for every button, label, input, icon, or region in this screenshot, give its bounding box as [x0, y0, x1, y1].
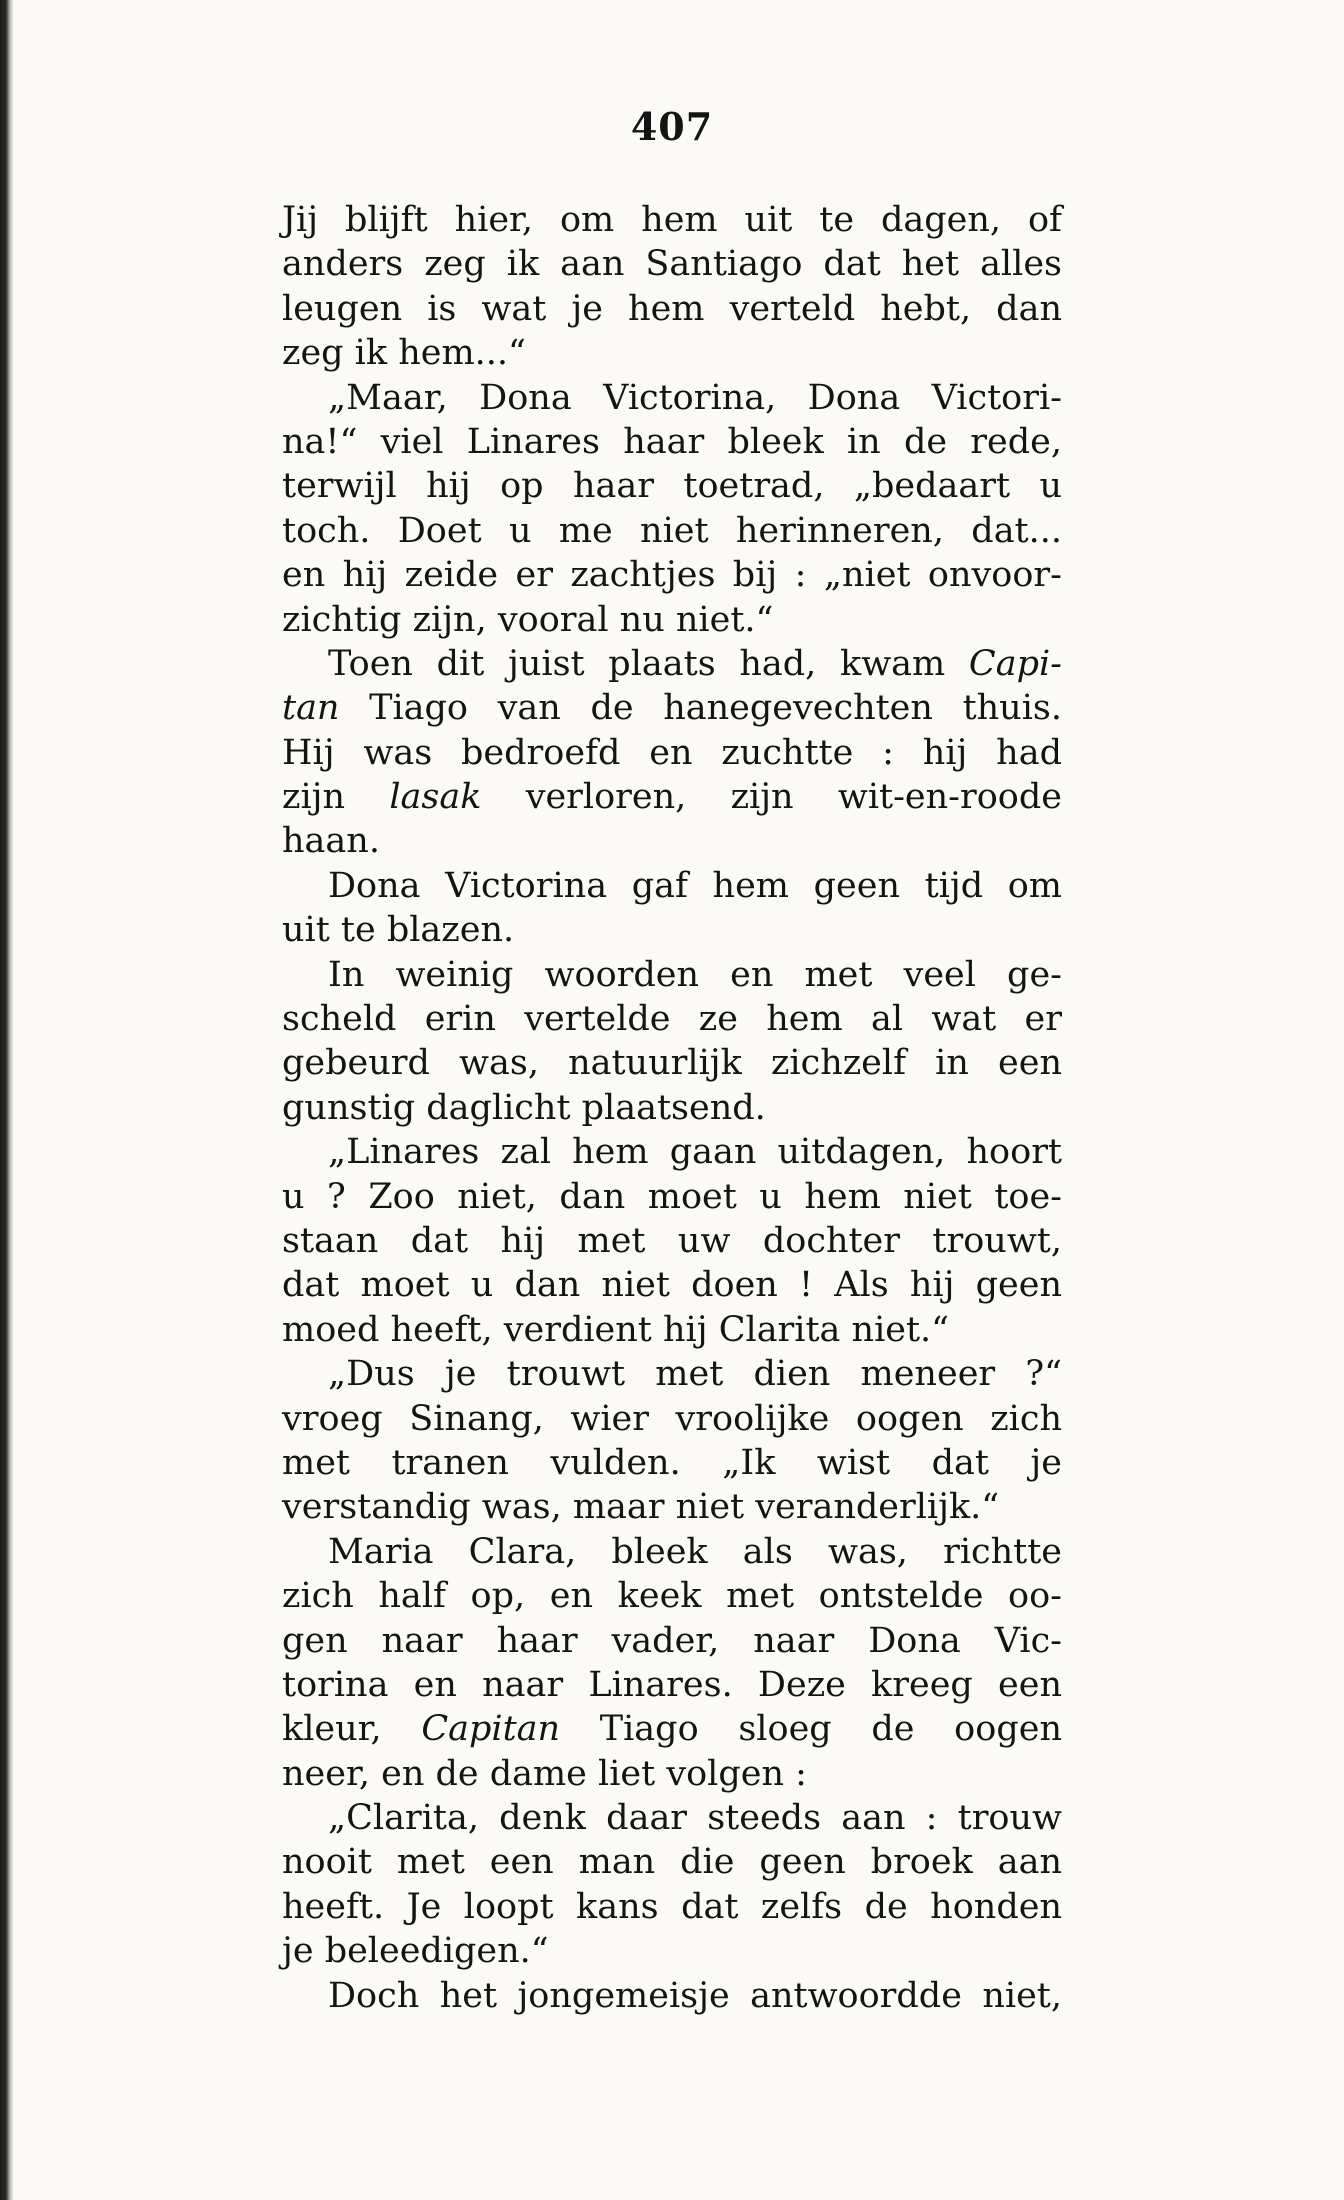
text-line: scheld erin vertelde ze hem al wat er: [282, 999, 1062, 1040]
text-line: na!“ viel Linares haar bleek in de rede,: [282, 421, 1062, 462]
text-line: toch. Doet u me niet herinneren, dat...: [282, 510, 1062, 551]
text-line: zichtig zijn, vooral nu niet.“: [282, 599, 774, 640]
text-span: zijn: [282, 777, 390, 818]
text-line: en hij zeide er zachtjes bij : „niet onvoor-: [282, 555, 1062, 596]
page-binding-edge: [0, 0, 14, 2200]
text-line: Jij blijft hier, om hem uit te dagen, of: [282, 200, 1062, 240]
text-line: „Maar, Dona Victorina, Dona Victori-: [328, 377, 1062, 418]
text-line: verstandig was, maar niet veranderlijk.“: [282, 1487, 1000, 1528]
text-span: verloren, zijn wit-en-roode: [481, 777, 1062, 818]
text-line: heeft. Je loopt kans dat zelfs de honden: [282, 1886, 1062, 1927]
text-line: terwijl hij op haar toetrad, „bedaart u: [282, 466, 1062, 507]
text-span: Tiago sloeg de oogen: [560, 1709, 1062, 1750]
text-line: Hij was bedroefd en zuchtte : hij had: [282, 732, 1062, 773]
text-line: zich half op, en keek met ontstelde oo-: [282, 1576, 1062, 1617]
italic-word: Capi-: [968, 643, 1062, 684]
text-line: [282, 775, 1062, 819]
text-line: staan dat hij met uw dochter trouwt,: [282, 1220, 1062, 1261]
text-line: u ? Zoo niet, dan moet u hem niet toe-: [282, 1176, 1062, 1217]
text-line: met tranen vulden. „Ik wist dat je: [282, 1442, 1062, 1483]
text-line: „Clarita, denk daar steeds aan : trouw: [328, 1798, 1062, 1839]
text-line: vroeg Sinang, wier vroolijke oogen zich: [282, 1398, 1062, 1439]
text-line: moed heeft, verdient hij Clarita niet.“: [282, 1309, 950, 1350]
italic-word: lasak: [389, 777, 482, 818]
text-line: zeg ik hem...“: [282, 333, 526, 374]
text-line: [282, 1707, 1062, 1751]
text-line: Doch het jongemeisje antwoordde niet,: [328, 1975, 1062, 2016]
body-text: [282, 198, 1062, 2018]
text-line: Maria Clara, bleek als was, richtte: [328, 1531, 1062, 1572]
italic-word: Capitan: [421, 1709, 561, 1750]
text-line: [282, 686, 1062, 730]
text-span: kleur,: [282, 1709, 422, 1750]
text-line: gunstig daglicht plaatsend.: [282, 1087, 766, 1128]
text-line: je beleedigen.“: [282, 1931, 549, 1972]
text-line: uit te blazen.: [282, 910, 515, 951]
text-line: gen naar haar vader, naar Dona Vic-: [282, 1620, 1062, 1661]
text-line: „Dus je trouwt met dien meneer ?“: [328, 1354, 1062, 1395]
text-line: nooit met een man die geen broek aan: [282, 1842, 1062, 1883]
text-line: [282, 642, 1062, 686]
italic-word: tan: [282, 688, 340, 729]
text-line: dat moet u dan niet doen ! Als hij geen: [282, 1265, 1062, 1306]
text-line: „Linares zal hem gaan uitdagen, hoort: [328, 1132, 1062, 1173]
text-line: neer, en de dame liet volgen :: [282, 1753, 807, 1794]
text-line: anders zeg ik aan Santiago dat het alles: [282, 244, 1062, 285]
text-line: torina en naar Linares. Deze kreeg een: [282, 1664, 1062, 1705]
text-span: Toen dit juist plaats had, kwam: [328, 643, 969, 684]
text-line: gebeurd was, natuurlijk zichzelf in een: [282, 1043, 1062, 1084]
text-line: Dona Victorina gaf hem geen tijd om: [328, 865, 1062, 906]
page-number: 407: [630, 104, 714, 149]
text-line: In weinig woorden en met veel ge-: [328, 954, 1062, 995]
text-line: leugen is wat je hem verteld hebt, dan: [282, 288, 1062, 329]
text-span: Tiago van de hanegevechten thuis.: [339, 688, 1062, 729]
text-line: haan.: [282, 821, 380, 862]
